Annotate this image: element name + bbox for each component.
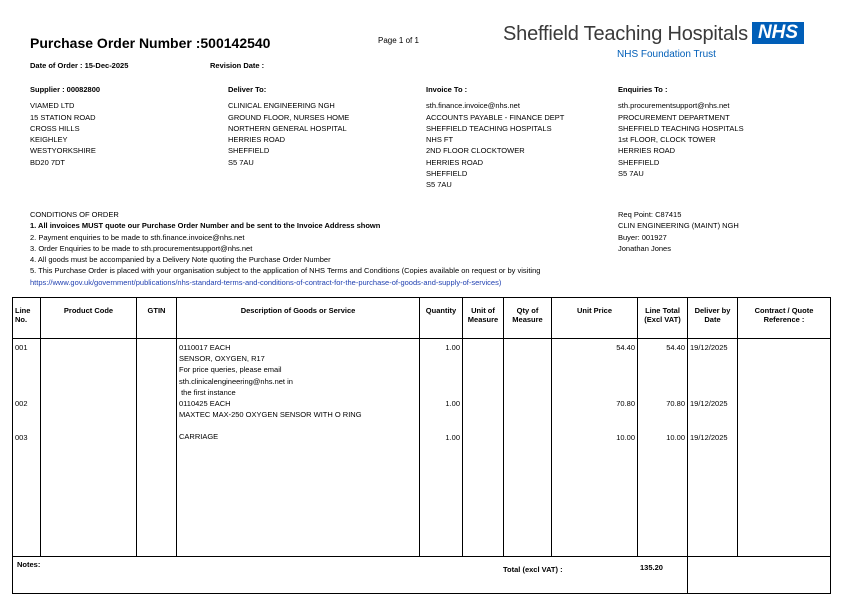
condition-4: 4. All goods must be accompanied by a Delivery Note quoting the Purchase Order Number — [30, 255, 331, 265]
gtin-cell — [137, 339, 177, 557]
supplier-line: KEIGHLEY — [30, 135, 68, 145]
col-header-product-code: Product Code — [41, 298, 137, 339]
condition-5: 5. This Purchase Order is placed with your organisation subject to the application of NHS Terms and Conditions (Copies available on request or by visiting — [30, 266, 541, 276]
qty-of-measure-cell — [504, 339, 552, 557]
product-code-cell — [41, 339, 137, 557]
line-total-value: 10.00 — [666, 433, 685, 443]
condition-2: 2. Payment enquiries to be made to sth.finance.invoice@nhs.net — [30, 232, 245, 242]
line-total-value: 70.80 — [666, 399, 685, 409]
invoice-line: S5 7AU — [426, 180, 452, 190]
invoice-line: NHS FT — [426, 135, 454, 145]
notes-label: Notes: — [17, 560, 41, 569]
invoice-line: SHEFFIELD TEACHING HOSPITALS — [426, 123, 552, 133]
deliver-date: 19/12/2025 — [690, 433, 728, 443]
deliver-line: GROUND FLOOR, NURSES HOME — [228, 112, 350, 122]
org-logo-text: Sheffield Teaching Hospitals — [503, 23, 748, 45]
invoice-line: ACCOUNTS PAYABLE - FINANCE DEPT — [426, 112, 565, 122]
items-table — [12, 297, 831, 594]
conditions-heading: CONDITIONS OF ORDER — [30, 210, 119, 219]
po-title: Purchase Order Number :500142540 — [30, 35, 271, 51]
enquiries-line: PROCUREMENT DEPARTMENT — [618, 112, 730, 122]
unit-price-value: 70.80 — [616, 399, 635, 409]
invoice-line: sth.finance.invoice@nhs.net — [426, 101, 520, 111]
desc-line: the first instance — [179, 387, 236, 397]
col-header-unit-of-measure: Unit of Measure — [463, 298, 504, 339]
line-no: 003 — [15, 433, 28, 443]
invoice-to-block — [426, 84, 564, 191]
supplier-line: VIAMED LTD — [30, 101, 75, 111]
deliver-date: 19/12/2025 — [690, 343, 728, 352]
enquiries-to-block — [618, 84, 744, 179]
deliver-line: NORTHERN GENERAL HOSPITAL — [228, 123, 347, 133]
deliver-line: HERRIES ROAD — [228, 135, 286, 145]
deliver-to-block — [228, 84, 349, 168]
supplier-heading: Supplier : 00082800 — [30, 85, 101, 94]
desc-line: 0110017 EACH — [179, 343, 231, 352]
total-label: Total (excl VAT) : — [503, 565, 563, 574]
condition-1: 1. All invoices MUST quote our Purchase Order Number and be sent to the Invoice Address shown — [30, 221, 381, 231]
table-header-row — [13, 298, 831, 339]
deliver-line: SHEFFIELD — [228, 146, 270, 156]
col-header-qty-of-measure: Qty of Measure — [504, 298, 552, 339]
supplier-line: CROSS HILLS — [30, 123, 80, 133]
unit-price-cell — [552, 339, 638, 557]
unit-price-value: 10.00 — [616, 433, 635, 443]
enquiries-line: SHEFFIELD — [618, 157, 660, 167]
enquiries-line: SHEFFIELD TEACHING HOSPITALS — [618, 123, 744, 133]
unit-price-value: 54.40 — [616, 343, 635, 352]
condition-3: 3. Order Enquiries to be made to sth.procurementsupport@nhs.net — [30, 243, 253, 253]
enquiries-to-heading: Enquiries To : — [618, 85, 668, 94]
invoice-line: 2ND FLOOR CLOCKTOWER — [426, 146, 525, 156]
desc-line: MAXTEC MAX-250 OXYGEN SENSOR WITH O RING — [179, 410, 362, 420]
invoice-to-heading: Invoice To : — [426, 85, 468, 94]
supplier-line: BD20 7DT — [30, 157, 66, 167]
supplier-line: 15 STATION ROAD — [30, 112, 96, 122]
col-header-contract-ref: Contract / Quote Reference : — [738, 298, 831, 339]
line-no: 002 — [15, 399, 28, 409]
enquiries-line: sth.procurementsupport@nhs.net — [618, 101, 730, 111]
quantity-cell — [420, 339, 463, 557]
col-header-description: Description of Goods or Service — [177, 298, 420, 339]
unit-of-measure-cell — [463, 339, 504, 557]
supplier-line: WESTYORKSHIRE — [30, 146, 96, 156]
buyer-id: Buyer: 001927 — [618, 232, 667, 242]
qty-value: 1.00 — [445, 399, 460, 409]
desc-line: sth.clinicalengineering@nhs.net in — [179, 376, 293, 386]
deliver-line: S5 7AU — [228, 157, 254, 167]
total-value: 135.20 — [640, 563, 663, 572]
revision-date: Revision Date : — [210, 61, 265, 70]
line-no: 001 — [15, 343, 28, 352]
req-dept: CLIN ENGINEERING (MAINT) NGH — [618, 221, 739, 231]
enquiries-line: 1st FLOOR, CLOCK TOWER — [618, 135, 716, 145]
desc-line: 0110425 EACH — [179, 399, 231, 409]
desc-line: For price queries, please email — [179, 365, 282, 375]
deliver-by-cell — [688, 339, 738, 557]
line-no-cell — [13, 339, 41, 557]
date-of-order: Date of Order : 15-Dec-2025 — [30, 61, 129, 70]
page-indicator: Page 1 of 1 — [378, 36, 419, 45]
qty-value: 1.00 — [445, 433, 460, 443]
contract-ref-cell — [738, 339, 831, 557]
desc-line: SENSOR, OXYGEN, R17 — [179, 354, 265, 364]
line-total-cell — [638, 339, 688, 557]
table-body-row — [13, 339, 831, 557]
conditions-block — [30, 209, 540, 288]
deliver-to-heading: Deliver To: — [228, 85, 267, 94]
col-header-line-total: Line Total (Excl VAT) — [638, 298, 688, 339]
req-point: Req Point: C87415 — [618, 210, 682, 219]
terms-link[interactable]: https://www.gov.uk/government/publications/nhs-standard-terms-and-conditions-of-contract-for-the-purchase-of-goods-and-supply-of-services) — [30, 277, 502, 287]
qty-value: 1.00 — [445, 343, 460, 352]
requisition-block — [618, 209, 739, 254]
col-header-quantity: Quantity — [420, 298, 463, 339]
deliver-date: 19/12/2025 — [690, 399, 728, 409]
notes-empty-cell — [688, 557, 831, 594]
trust-name: NHS Foundation Trust — [617, 49, 716, 60]
buyer-name: Jonathan Jones — [618, 243, 671, 253]
notes-cell — [13, 557, 688, 594]
desc-line: CARRIAGE — [179, 432, 219, 442]
deliver-line: CLINICAL ENGINEERING NGH — [228, 101, 335, 111]
enquiries-line: HERRIES ROAD — [618, 146, 676, 156]
description-cell — [177, 339, 420, 557]
invoice-line: SHEFFIELD — [426, 169, 468, 179]
invoice-line: HERRIES ROAD — [426, 157, 484, 167]
notes-row — [13, 557, 831, 594]
col-header-deliver-by: Deliver by Date — [688, 298, 738, 339]
line-total-value: 54.40 — [666, 343, 685, 352]
col-header-unit-price: Unit Price — [552, 298, 638, 339]
col-header-line: Line No. — [13, 298, 41, 339]
nhs-logo: NHS — [752, 22, 804, 44]
enquiries-line: S5 7AU — [618, 169, 644, 179]
col-header-gtin: GTIN — [137, 298, 177, 339]
supplier-block — [30, 84, 100, 168]
